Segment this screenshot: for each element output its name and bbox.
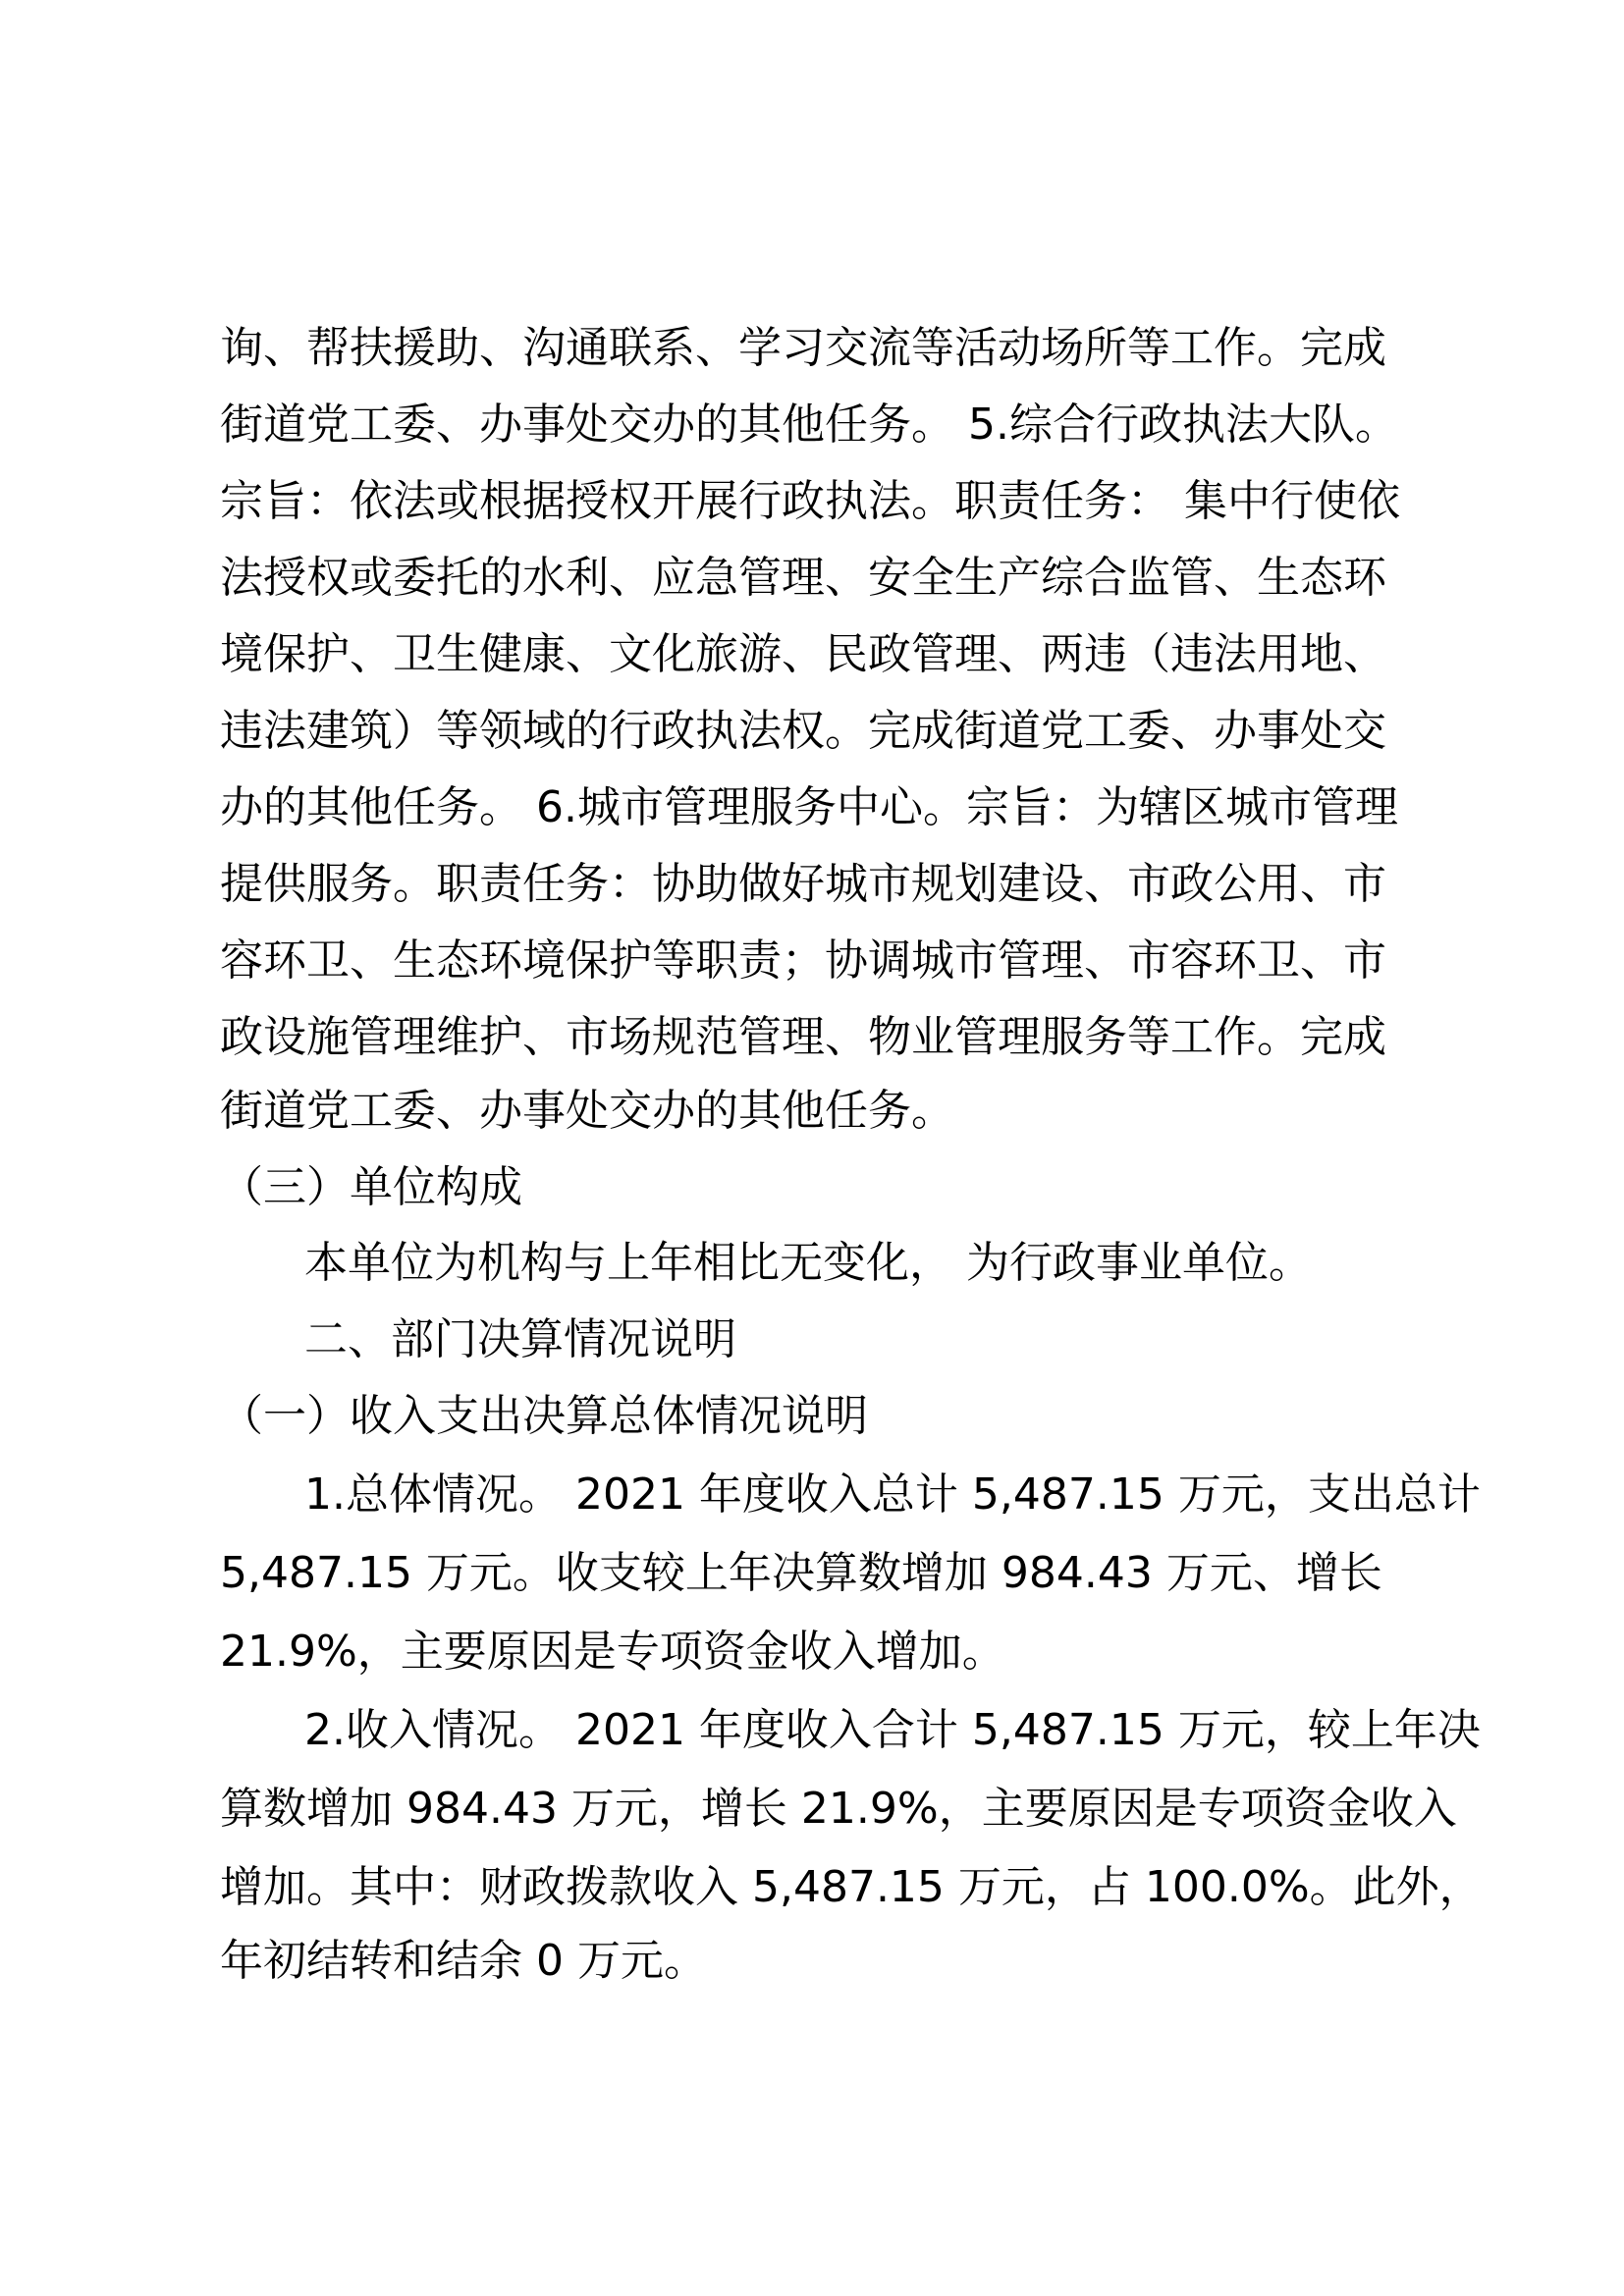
body-text-line: 年初结转和结余 0 万元。 bbox=[220, 1936, 707, 1986]
body-text-line: 容环卫、生态环境保护等职责；协调城市管理、市容环卫、市 bbox=[220, 935, 1386, 986]
body-text-line: 办的其他任务。 6.城市管理服务中心。宗旨：为辖区城市管理 bbox=[220, 782, 1398, 832]
body-text-line: 街道党工委、办事处交办的其他任务。 bbox=[220, 1086, 954, 1136]
body-text-line: 21.9%，主要原因是专项资金收入增加。 bbox=[220, 1627, 1005, 1677]
body-text-line: 1.总体情况。 2021 年度收入总计 5,487.15 万元，支出总计 bbox=[304, 1469, 1481, 1520]
body-text-line: 违法建筑）等领域的行政执法权。完成街道党工委、办事处交 bbox=[220, 706, 1386, 756]
body-text-line: 算数增加 984.43 万元，增长 21.9%，主要原因是专项资金收入 bbox=[220, 1784, 1457, 1834]
section-heading-unit-composition: （三）单位构成 bbox=[220, 1162, 522, 1212]
body-text-line: 提供服务。职责任务：协助做好城市规划建设、市政公用、市 bbox=[220, 859, 1386, 909]
subsection-heading-income-expense: （一）收入支出决算总体情况说明 bbox=[220, 1391, 868, 1441]
body-text-line: 询、帮扶援助、沟通联系、学习交流等活动场所等工作。完成 bbox=[220, 323, 1386, 373]
section-heading-final-accounts: 二、部门决算情况说明 bbox=[304, 1314, 736, 1364]
body-text-line: 宗旨：依法或根据授权开展行政执法。职责任务： 集中行使依 bbox=[220, 476, 1400, 526]
body-text-line: 街道党工委、办事处交办的其他任务。 5.综合行政执法大队。 bbox=[220, 400, 1398, 450]
body-text-line: 政设施管理维护、市场规范管理、物业管理服务等工作。完成 bbox=[220, 1012, 1386, 1062]
body-text-line: 2.收入情况。 2021 年度收入合计 5,487.15 万元，较上年决 bbox=[304, 1705, 1481, 1755]
body-text-line: 本单位为机构与上年相比无变化， 为行政事业单位。 bbox=[304, 1238, 1312, 1288]
body-text-line: 法授权或委托的水利、应急管理、安全生产综合监管、生态环 bbox=[220, 553, 1386, 603]
body-text-line: 境保护、卫生健康、文化旅游、民政管理、两违（违法用地、 bbox=[220, 629, 1386, 679]
body-text-line: 增加。其中：财政拨款收入 5,487.15 万元，占 100.0%。此外， bbox=[220, 1862, 1483, 1912]
body-text-line: 5,487.15 万元。收支较上年决算数增加 984.43 万元、增长 bbox=[220, 1548, 1382, 1598]
